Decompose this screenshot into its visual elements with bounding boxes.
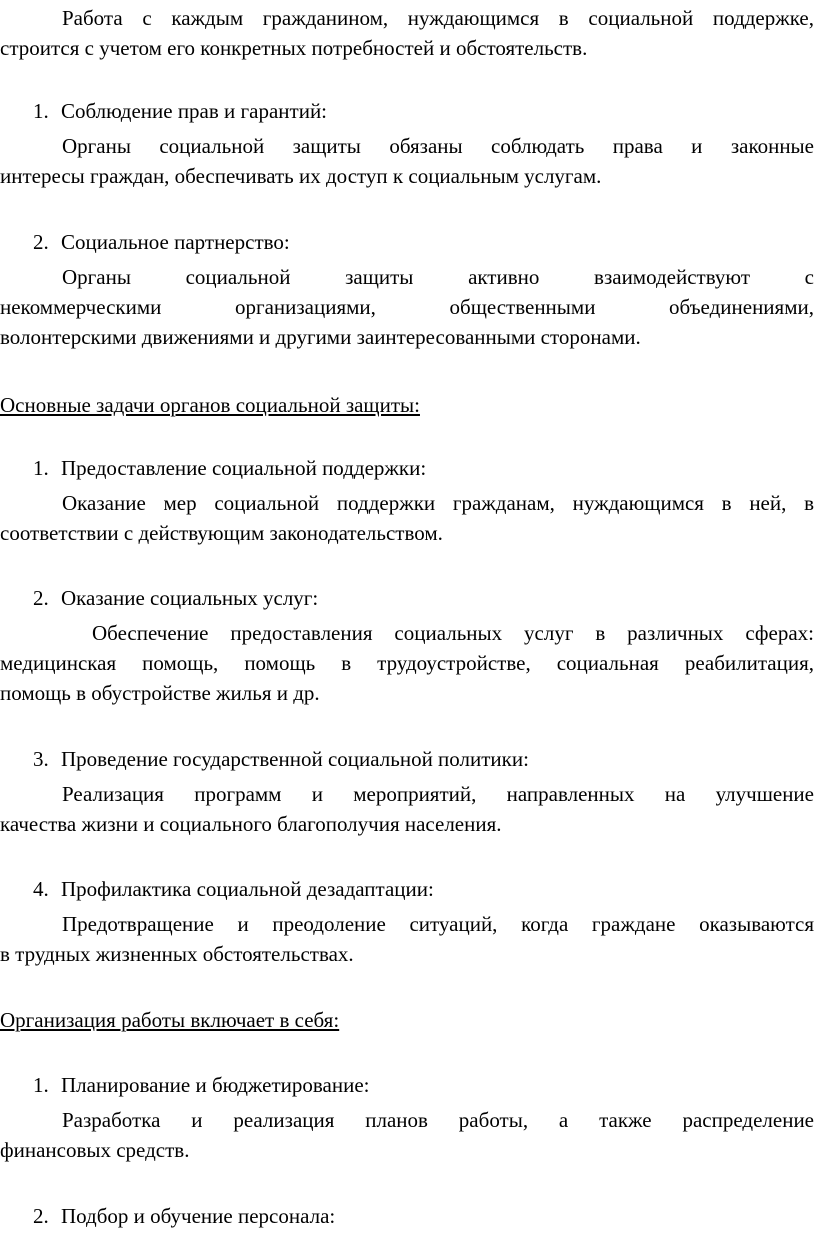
list-title: Проведение государственной социальной политики: xyxy=(61,747,529,771)
task-3-text-line-2: качества жизни и социального благополучия населения. xyxy=(0,812,502,836)
list-number: 1. xyxy=(33,456,49,480)
task-2-text-line-1: Обеспечение предоставления социальных услуг в различных сферах: xyxy=(92,621,814,645)
intro-line-1: Работа с каждым гражданином, нуждающимся в социальной поддержке, xyxy=(62,6,814,30)
list-number: 2. xyxy=(33,230,49,254)
list-title: Профилактика социальной дезадаптации: xyxy=(61,877,434,901)
list-title: Соблюдение прав и гарантий: xyxy=(61,99,328,123)
task-2-title xyxy=(0,583,816,613)
org-1-text-line-2: финансовых средств. xyxy=(0,1138,190,1162)
task-3-text-line-1: Реализация программ и мероприятий, направленных на улучшение xyxy=(62,782,814,806)
task-2-text-line-2: медицинская помощь, помощь в трудоустройстве, социальная реабилитация, xyxy=(0,651,814,675)
list-number: 2. xyxy=(33,586,49,610)
principle-2-text-line-2: некоммерческими организациями, общественными объединениями, xyxy=(0,295,814,319)
list-number: 3. xyxy=(33,747,49,771)
list-title: Социальное партнерство: xyxy=(61,230,290,254)
principle-2-title xyxy=(0,227,816,257)
org-2-title xyxy=(0,1201,816,1231)
task-4-title xyxy=(0,874,816,904)
org-1-title xyxy=(0,1070,816,1100)
list-title: Подбор и обучение персонала: xyxy=(61,1204,336,1228)
task-1-text-line-1: Оказание мер социальной поддержки гражданам, нуждающимся в ней, в xyxy=(62,491,814,515)
list-number: 4. xyxy=(33,877,49,901)
task-4-text-line-1: Предотвращение и преодоление ситуаций, когда граждане оказываются xyxy=(62,912,814,936)
intro-line-2: строится с учетом его конкретных потребностей и обстоятельств. xyxy=(0,36,588,60)
principle-2-text-line-3: волонтерскими движениями и другими заинтересованными сторонами. xyxy=(0,325,641,349)
principle-1-text-line-2: интересы граждан, обеспечивать их доступ к социальным услугам. xyxy=(0,164,602,188)
tasks-heading: Основные задачи органов социальной защиты: xyxy=(0,393,420,417)
principle-2-text-line-1: Органы социальной защиты активно взаимодействуют с xyxy=(62,265,814,289)
org-heading: Организация работы включает в себя: xyxy=(0,1008,340,1032)
list-title: Планирование и бюджетирование: xyxy=(61,1073,370,1097)
org-1-text-line-1: Разработка и реализация планов работы, а также распределение xyxy=(62,1108,814,1132)
list-title: Предоставление социальной поддержки: xyxy=(61,456,427,480)
task-1-text-line-2: соответствии с действующим законодательством. xyxy=(0,521,443,545)
list-number: 1. xyxy=(33,1073,49,1097)
task-4-text-line-2: в трудных жизненных обстоятельствах. xyxy=(0,942,354,966)
list-title: Оказание социальных услуг: xyxy=(61,586,319,610)
task-3-title xyxy=(0,744,816,774)
principle-1-title xyxy=(0,96,816,126)
list-number: 2. xyxy=(33,1204,49,1228)
list-number: 1. xyxy=(33,99,49,123)
principle-1-text-line-1: Органы социальной защиты обязаны соблюдать права и законные xyxy=(62,134,814,158)
task-2-text-line-3: помощь в обустройстве жилья и др. xyxy=(0,681,320,705)
task-1-title xyxy=(0,453,816,483)
